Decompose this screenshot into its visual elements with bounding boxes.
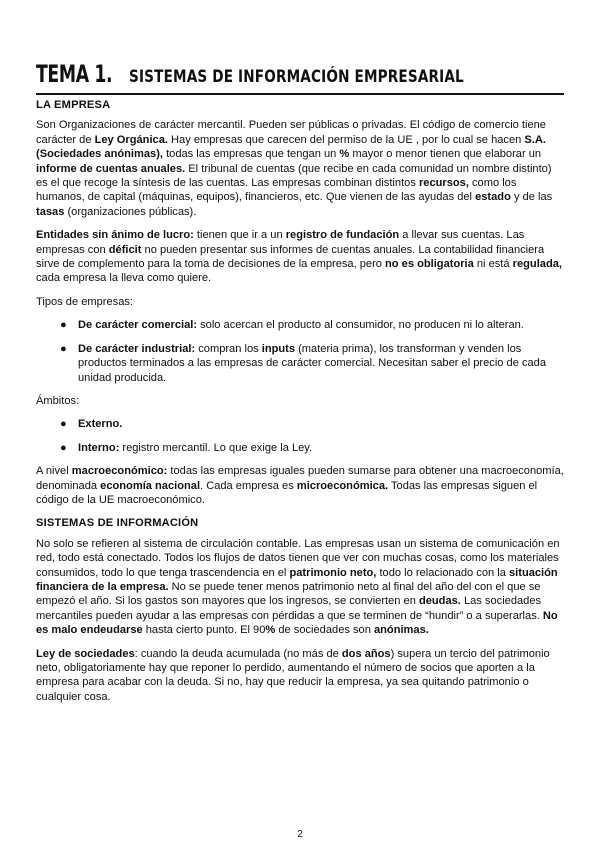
list-item: ● Interno: registro mercantil. Lo que exige la Ley. — [60, 441, 313, 454]
page-number: 2 — [297, 829, 303, 840]
paragraph: Ley de sociedades: cuando la deuda acumulada (no más de dos años) supera un tercio del patrimonio neto, obligatoriamente hay que reponer lo perdido, aumentando el número de socios que aporten a la empresa para acabar con la deuda. Si no, hay que reducir la empresa, ya sea quitando patrimonio o cualquier cosa. — [36, 647, 550, 703]
section-heading-empresa: LA EMPRESA — [36, 99, 111, 111]
paragraph: Entidades sin ánimo de lucro: tienen que ir a un registro de fundación a llevar sus cuentas. Las empresas con déficit no pueden presentar sus informes de cuentas anuales. La contabilidad financiera sirve de complemento para la toma de decisiones de la empresa, pero no es obligatoria ni está regulada, cada empresa la lleva como quiere. — [36, 229, 562, 285]
tipos-label: Tipos de empresas: — [36, 295, 134, 308]
paragraph: No solo se refieren al sistema de circulación contable. Las empresas usan un sistema de comunicación en red, todo está conectado. Todos los flujos de datos tienen que ver con muchas cosas, como los materiales consumidos, todo lo que tenga trascendencia en el patrimonio neto, todo lo relacionado con la situación financiera de la empresa. No se puede tener menos patrimonio neto al final del año del con el que se empezó el año. Si los gastos son mayores que los ingresos, se convierten en deudas. Las sociedades mercantiles pueden ayudar a las empresas con pérdidas a que se terminen de “hundir” o a superarlas. No es malo endeudarse hasta cierto punto. El 90% de sociedades son anónimas. — [36, 537, 560, 637]
page-title — [36, 60, 564, 95]
bullet-icon: ● — [60, 418, 67, 431]
bullet-icon: ● — [60, 441, 67, 454]
title-main: TEMA 1. — [36, 60, 113, 88]
ambitos-list — [36, 417, 564, 455]
list-item: ● De carácter comercial: solo acercan el producto al consumidor, no producen ni lo alteran. — [60, 319, 524, 332]
section-heading-sistemas: SISTEMAS DE INFORMACIÓN — [36, 517, 199, 530]
tipos-list — [36, 318, 564, 385]
paragraph: A nivel macroeconómico: todas las empresas iguales pueden sumarse para obtener una macroeconomía, denominada economía nacional. Cada empresa es microeconómica. Todas las empresas siguen el código de la UE macroeconómico. — [36, 465, 564, 506]
list-item: ● De carácter industrial: compran los inputs (materia prima), los transforman y venden los productos terminados a las empresas de carácter comercial. Necesitan saber el precio de cada unidad producida. — [60, 342, 547, 384]
title-sub: SISTEMAS DE INFORMACIÓN EMPRESARIAL — [129, 67, 464, 87]
document-body — [36, 98, 564, 713]
ambitos-label: Ámbitos: — [36, 394, 80, 407]
paragraph: Son Organizaciones de carácter mercantil. Pueden ser públicas o privadas. El código de comercio tiene carácter de Ley Orgánica. Hay empresas que carecen del permiso de la UE , por lo cual se hacen S.A. (Sociedades anónimas), todas las empresas que tengan un % mayor o menor tienen que elaborar un informe de cuentas anuales. El tribunal de cuentas (que recibe en cada comunidad un nombre distinto) es el que recoge la síntesis de las cuentas. Las empresas combinan distintos recursos, como los humanos, de capital (máquinas, equipos), financieros, etc. Que vienen de las ayudas del estado y de las tasas (organizaciones públicas). — [36, 119, 553, 218]
bullet-icon: ● — [60, 342, 67, 355]
list-item: ● Externo. — [60, 418, 123, 431]
bullet-icon: ● — [60, 319, 67, 332]
